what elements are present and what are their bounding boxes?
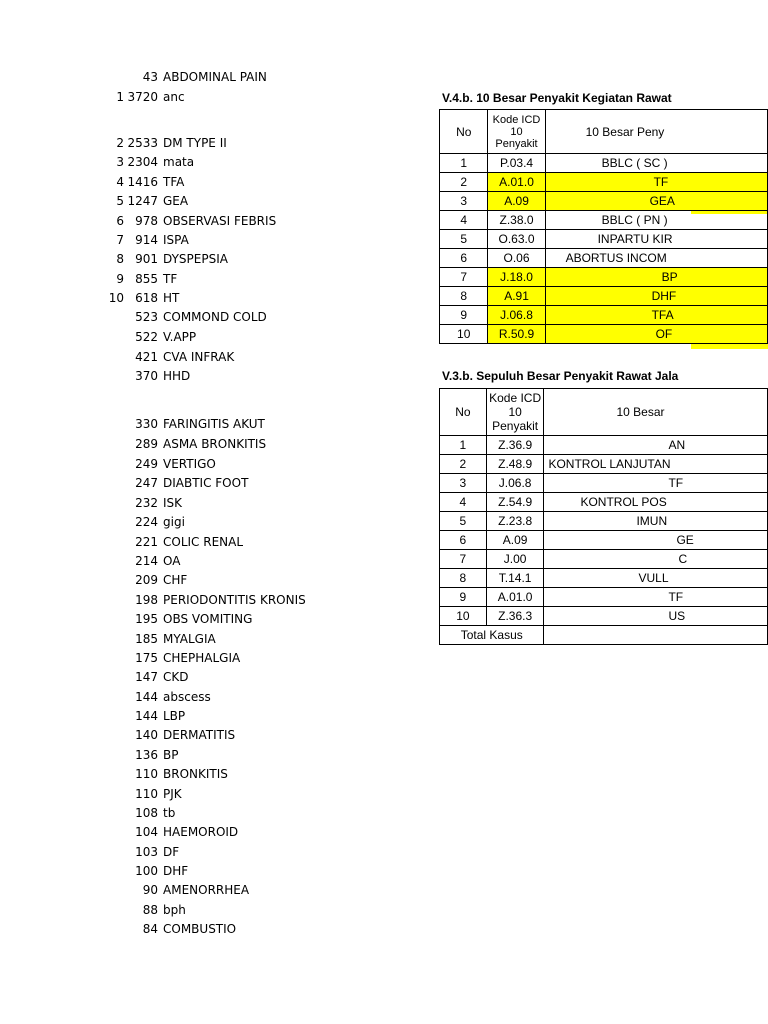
table-row [440,192,768,211]
cell-name: BP [545,268,767,287]
cell-icd: Z.38.0 [488,211,545,230]
list-item [0,415,400,434]
table1-clip [439,109,768,349]
list-item-name: VERTIGO [163,457,216,471]
cell-icd: A.09 [486,531,544,550]
list-item-name: COMMOND COLD [163,310,267,324]
list-item [0,901,400,920]
cell-name: INPARTU KIR [545,230,767,249]
list-item [0,68,400,87]
list-item [0,367,400,386]
list-item [0,804,400,823]
list-item-count: 198 [135,593,158,607]
cell-icd: J.18.0 [488,268,545,287]
list-item-count: 43 [142,70,158,84]
cell-no: 6 [440,531,487,550]
list-item-count: 110 [135,767,158,781]
list-item-count: 144 [135,690,158,704]
header-icd [488,110,545,154]
list-item-name: mata [163,155,195,169]
list-item [0,552,400,571]
cell-no: 2 [440,173,488,192]
cell-no: 7 [440,550,487,569]
cell-icd: Z.23.8 [486,512,544,531]
table-row [440,607,768,626]
list-item-name: LBP [163,709,186,723]
list-item [0,920,400,939]
list-item [0,212,400,231]
cell-icd: A.91 [488,287,545,306]
list-item [0,173,400,192]
header-icd [486,389,544,436]
list-item-rank: 4 [116,175,124,189]
cell-no: 3 [440,474,487,493]
cell-icd: A.01.0 [488,173,545,192]
cell-name: GE [544,531,768,550]
list-item-count: 140 [135,728,158,742]
list-item-count: 232 [135,496,158,510]
list-item-rank: 1 [116,90,124,104]
table-row [440,230,768,249]
total-value [544,626,768,645]
list-item-count: 108 [135,806,158,820]
list-item-count: 110 [135,787,158,801]
cell-icd: A.01.0 [486,588,544,607]
cell-icd: O.06 [488,249,545,268]
table-row [440,531,768,550]
list-item-count: 224 [135,515,158,529]
list-item-count: 221 [135,535,158,549]
list-item [0,630,400,649]
list-item [0,231,400,250]
list-item [0,328,400,347]
list-item-count: 421 [135,350,158,364]
list-item-count: 90 [142,883,158,897]
table-row [440,306,768,325]
list-item-count: 330 [135,417,158,431]
cell-icd: Z.54.9 [486,493,544,512]
list-item-rank: 7 [116,233,124,247]
list-item-rank: 3 [116,155,124,169]
header-no: No [440,389,487,436]
cell-no: 7 [440,268,488,287]
cell-no: 5 [440,230,488,249]
list-item-name: GEA [163,194,189,208]
table-row [440,569,768,588]
cell-name: KONTROL POS [544,493,768,512]
list-item-count: 370 [135,369,158,383]
cell-name: TF [544,474,768,493]
list-item-name: MYALGIA [163,632,216,646]
list-item-count: 209 [135,573,158,587]
cell-name: BBLC ( SC ) [545,154,767,173]
cell-name: TF [545,173,767,192]
cell-no: 4 [440,493,487,512]
list-item [0,435,400,454]
list-item [0,707,400,726]
cell-name: KONTROL LANJUTAN [544,455,768,474]
list-item [0,649,400,668]
cell-icd: Z.36.3 [486,607,544,626]
table2-title: V.3.b. Sepuluh Besar Penyakit Rawat Jala [442,369,679,383]
cell-name: OF [545,325,767,344]
list-item-name: FARINGITIS AKUT [163,417,265,431]
list-item-count: 147 [135,670,158,684]
list-item-name: DIABTIC FOOT [163,476,249,490]
list-item [0,668,400,687]
list-item-count: 144 [135,709,158,723]
list-item [0,153,400,172]
top10-outpatient-table [439,388,768,645]
cell-icd: J.06.8 [488,306,545,325]
header-disease: 10 Besar [544,389,768,436]
table-row [440,512,768,531]
list-item-name: HAEMOROID [163,825,239,839]
list-item-rank: 9 [116,272,124,286]
list-item [0,308,400,327]
cell-no: 10 [440,607,487,626]
list-item-count: 855 [135,272,158,286]
list-item-name: ASMA BRONKITIS [163,437,267,451]
total-label: Total Kasus [440,626,544,645]
list-item-count: 103 [135,845,158,859]
list-item-name: DHF [163,864,189,878]
list-item-rank: 8 [116,252,124,266]
cell-no: 3 [440,192,488,211]
list-item-count: 2533 [127,136,158,150]
list-item-name: gigi [163,515,185,529]
cell-icd: Z.36.9 [486,436,544,455]
list-item-count: 249 [135,457,158,471]
cell-name: IMUN [544,512,768,531]
list-item [0,88,400,107]
cell-no: 1 [440,154,488,173]
list-item-name: OBSERVASI FEBRIS [163,214,277,228]
list-item-count: 914 [135,233,158,247]
list-item-name: DYSPEPSIA [163,252,228,266]
cell-icd: T.14.1 [486,569,544,588]
cell-name: GEA [545,192,767,211]
table-row [440,173,768,192]
list-item-rank: 10 [108,291,124,305]
table-row [440,325,768,344]
table-row [440,249,768,268]
cell-no: 1 [440,436,487,455]
cell-no: 8 [440,287,488,306]
list-item [0,823,400,842]
list-item-name: bph [163,903,186,917]
list-item [0,785,400,804]
list-item-name: COLIC RENAL [163,535,244,549]
list-item [0,455,400,474]
table2-clip [439,388,768,650]
cell-name: TF [544,588,768,607]
list-item [0,843,400,862]
header-icd-text: Kode ICD 10 Penyakit [489,391,542,433]
cell-no: 10 [440,325,488,344]
list-item-name: OBS VOMITING [163,612,253,626]
list-item-name: DF [163,845,180,859]
table-row [440,268,768,287]
list-item-name: ABDOMINAL PAIN [163,70,267,84]
cell-icd: A.09 [488,192,545,211]
list-item-name: CHEPHALGIA [163,651,241,665]
list-item-count: 88 [142,903,158,917]
list-item [0,862,400,881]
list-item-name: DM TYPE II [163,136,227,150]
list-item-count: 195 [135,612,158,626]
list-item-name: TF [163,272,178,286]
cell-name: ABORTUS INCOM [545,249,767,268]
cell-name: VULL [544,569,768,588]
list-item-count: 901 [135,252,158,266]
list-item-count: 523 [135,310,158,324]
cell-no: 8 [440,569,487,588]
table-row [440,474,768,493]
list-item-name: PJK [163,787,182,801]
list-item-rank: 5 [116,194,124,208]
list-item-name: OA [163,554,181,568]
list-item-name: ISK [163,496,183,510]
list-item [0,513,400,532]
list-item-name: V.APP [163,330,197,344]
list-item-name: DERMATITIS [163,728,236,742]
list-item-name: COMBUSTIO [163,922,237,936]
list-item-name: anc [163,90,185,104]
list-item [0,474,400,493]
table-row [440,436,768,455]
list-item-count: 3720 [127,90,158,104]
list-item [0,591,400,610]
list-item [0,881,400,900]
list-item [0,289,400,308]
list-item-name: ISPA [163,233,189,247]
list-item-name: TFA [163,175,185,189]
table-row [440,211,768,230]
list-item-count: 136 [135,748,158,762]
list-item-rank: 6 [116,214,124,228]
list-item [0,610,400,629]
list-item-name: PERIODONTITIS KRONIS [163,593,306,607]
list-item-name: BP [163,748,179,762]
cell-icd: J.00 [486,550,544,569]
table-row [440,493,768,512]
cell-icd: P.03.4 [488,154,545,173]
list-item-count: 1416 [127,175,158,189]
list-item-rank: 2 [116,136,124,150]
list-item-count: 175 [135,651,158,665]
list-item [0,571,400,590]
table-row [440,287,768,306]
cell-icd: J.06.8 [486,474,544,493]
list-item-name: CKD [163,670,189,684]
list-item-name: CHF [163,573,188,587]
cell-icd: Z.48.9 [486,455,544,474]
cell-name: C [544,550,768,569]
list-item-count: 247 [135,476,158,490]
table-row [440,455,768,474]
cell-no: 9 [440,306,488,325]
list-item-count: 978 [135,214,158,228]
cell-name: DHF [545,287,767,306]
list-item [0,348,400,367]
table-row [440,550,768,569]
cell-icd: O.63.0 [488,230,545,249]
list-item-count: 618 [135,291,158,305]
cell-name: AN [544,436,768,455]
cell-no: 2 [440,455,487,474]
list-item-count: 289 [135,437,158,451]
list-item [0,726,400,745]
list-item-count: 522 [135,330,158,344]
list-item-name: abscess [163,690,211,704]
cell-no: 6 [440,249,488,268]
cell-no: 9 [440,588,487,607]
table1-title: V.4.b. 10 Besar Penyakit Kegiatan Rawat [442,91,672,105]
list-item-name: HHD [163,369,191,383]
list-item-count: 1247 [127,194,158,208]
cell-name: US [544,607,768,626]
list-item-count: 104 [135,825,158,839]
cell-name: TFA [545,306,767,325]
list-item [0,765,400,784]
cell-no: 5 [440,512,487,531]
top10-inpatient-table [439,109,768,344]
header-no: No [440,110,488,154]
cell-name: BBLC ( PN ) [545,211,767,230]
total-row [440,626,768,645]
list-item [0,533,400,552]
table-row [440,154,768,173]
header-icd-text: Kode ICD 10 Penyakit [492,113,541,150]
list-item [0,494,400,513]
table-row [440,588,768,607]
list-item [0,192,400,211]
list-item [0,270,400,289]
list-item-name: HT [163,291,180,305]
list-item-count: 100 [135,864,158,878]
header-disease: 10 Besar Peny [545,110,767,154]
cell-icd: R.50.9 [488,325,545,344]
list-item [0,688,400,707]
cell-no: 4 [440,211,488,230]
list-item-count: 2304 [127,155,158,169]
list-item-name: BRONKITIS [163,767,228,781]
list-item [0,746,400,765]
list-item [0,134,400,153]
list-item-count: 84 [142,922,158,936]
list-item-count: 185 [135,632,158,646]
list-item [0,250,400,269]
list-item-name: tb [163,806,176,820]
list-item-count: 214 [135,554,158,568]
list-item-name: AMENORRHEA [163,883,250,897]
list-item-name: CVA INFRAK [163,350,235,364]
